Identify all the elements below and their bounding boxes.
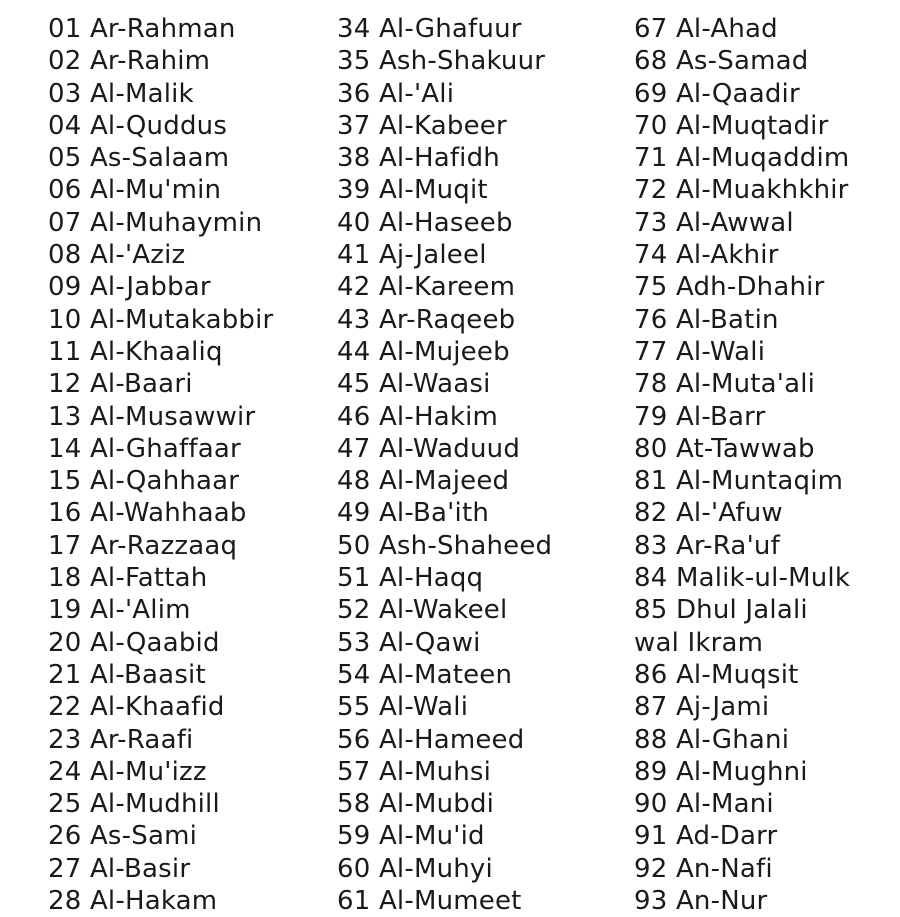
name-entry: 23 Ar-Raafi	[48, 724, 194, 755]
names-column-3	[634, 13, 850, 917]
name-entry: 59 Al-Mu'id	[337, 821, 485, 852]
name-entry: 89 Al-Mughni	[634, 756, 808, 787]
name-entry: 12 Al-Baari	[48, 369, 193, 400]
name-entry: 75 Adh-Dhahir	[634, 272, 825, 303]
name-entry: 40 Al-Haseeb	[337, 207, 513, 238]
name-entry: 18 Al-Fattah	[48, 563, 208, 594]
name-entry: 07 Al-Muhaymin	[48, 207, 263, 238]
name-entry: 04 Al-Quddus	[48, 110, 228, 141]
name-entry: 24 Al-Mu'izz	[48, 756, 207, 787]
name-entry: 56 Al-Hameed	[337, 724, 525, 755]
name-entry: 82 Al-'Afuw	[634, 498, 783, 529]
name-entry: 79 Al-Barr	[634, 401, 766, 432]
name-entry: 93 An-Nur	[634, 886, 768, 917]
names-column-2	[337, 13, 552, 917]
name-entry: 25 Al-Mudhill	[48, 789, 220, 820]
name-entry: 48 Al-Majeed	[337, 466, 510, 497]
name-entry: 19 Al-'Alim	[48, 595, 191, 626]
name-entry: 49 Al-Ba'ith	[337, 498, 490, 529]
name-entry: 37 Al-Kabeer	[337, 110, 507, 141]
name-entry: 28 Al-Hakam	[48, 886, 218, 917]
name-entry: 13 Al-Musawwir	[48, 401, 256, 432]
name-entry: 60 Al-Muhyi	[337, 853, 493, 884]
name-entry: 58 Al-Mubdi	[337, 789, 495, 820]
name-entry: 88 Al-Ghani	[634, 724, 790, 755]
name-entry: 26 As-Sami	[48, 821, 198, 852]
name-entry: 21 Al-Baasit	[48, 659, 206, 690]
name-entry: 55 Al-Wali	[337, 692, 469, 723]
name-entry: 54 Al-Mateen	[337, 659, 513, 690]
name-entry: 90 Al-Mani	[634, 789, 774, 820]
name-entry: 42 Al-Kareem	[337, 272, 516, 303]
name-entry: 91 Ad-Darr	[634, 821, 778, 852]
name-entry: 34 Al-Ghafuur	[337, 14, 522, 44]
name-entry: 92 An-Nafi	[634, 853, 773, 884]
name-entry: 67 Al-Ahad	[634, 14, 778, 44]
name-entry: 70 Al-Muqtadir	[634, 110, 829, 141]
name-entry: 36 Al-'Ali	[337, 78, 455, 109]
name-entry: 08 Al-'Aziz	[48, 240, 186, 271]
name-entry: 27 Al-Basir	[48, 853, 191, 884]
name-entry: 41 Aj-Jaleel	[337, 240, 487, 271]
name-entry: 53 Al-Qawi	[337, 627, 481, 658]
name-entry: 17 Ar-Razzaaq	[48, 530, 238, 561]
name-entry: 73 Al-Awwal	[634, 207, 794, 238]
name-entry: 72 Al-Muakhkhir	[634, 175, 849, 206]
name-entry: 80 At-Tawwab	[634, 433, 815, 464]
name-entry: 05 As-Salaam	[48, 143, 230, 174]
name-entry: 74 Al-Akhir	[634, 240, 779, 271]
name-entry: 22 Al-Khaafid	[48, 692, 225, 723]
name-entry: 09 Al-Jabbar	[48, 272, 211, 303]
name-entry: 02 Ar-Rahim	[48, 46, 211, 77]
name-entry: 50 Ash-Shaheed	[337, 530, 553, 561]
names-column-1	[48, 13, 273, 917]
name-entry: 16 Al-Wahhaab	[48, 498, 247, 529]
name-entry: 06 Al-Mu'min	[48, 175, 222, 206]
name-entry: 68 As-Samad	[634, 46, 809, 77]
name-entry: 43 Ar-Raqeeb	[337, 304, 516, 335]
name-entry: 47 Al-Waduud	[337, 433, 521, 464]
name-entry: 85 Dhul Jalali	[634, 595, 808, 626]
name-entry: 84 Malik-ul-Mulk	[634, 563, 851, 594]
name-entry: 83 Ar-Ra'uf	[634, 530, 780, 561]
name-entry: 87 Aj-Jami	[634, 692, 770, 723]
name-entry: 81 Al-Muntaqim	[634, 466, 844, 497]
name-entry: 15 Al-Qahhaar	[48, 466, 240, 497]
name-entry: 45 Al-Waasi	[337, 369, 491, 400]
name-entry: 77 Al-Wali	[634, 336, 766, 367]
name-entry: 46 Al-Hakim	[337, 401, 499, 432]
name-entry: 78 Al-Muta'ali	[634, 369, 816, 400]
name-entry: 52 Al-Wakeel	[337, 595, 508, 626]
name-entry: 69 Al-Qaadir	[634, 78, 800, 109]
name-entry: wal Ikram	[634, 627, 764, 658]
name-entry: 20 Al-Qaabid	[48, 627, 220, 658]
name-entry: 35 Ash-Shakuur	[337, 46, 546, 77]
name-entry: 14 Al-Ghaffaar	[48, 433, 241, 464]
name-entry: 10 Al-Mutakabbir	[48, 304, 274, 335]
name-entry: 57 Al-Muhsi	[337, 756, 492, 787]
name-entry: 51 Al-Haqq	[337, 563, 484, 594]
name-entry: 61 Al-Mumeet	[337, 886, 522, 917]
name-entry: 44 Al-Mujeeb	[337, 336, 510, 367]
name-entry: 39 Al-Muqit	[337, 175, 488, 206]
name-entry: 76 Al-Batin	[634, 304, 779, 335]
name-entry: 01 Ar-Rahman	[48, 14, 236, 44]
name-entry: 71 Al-Muqaddim	[634, 143, 850, 174]
name-entry: 03 Al-Malik	[48, 78, 194, 109]
name-entry: 86 Al-Muqsit	[634, 659, 799, 690]
name-entry: 38 Al-Hafidh	[337, 143, 500, 174]
name-entry: 11 Al-Khaaliq	[48, 336, 223, 367]
